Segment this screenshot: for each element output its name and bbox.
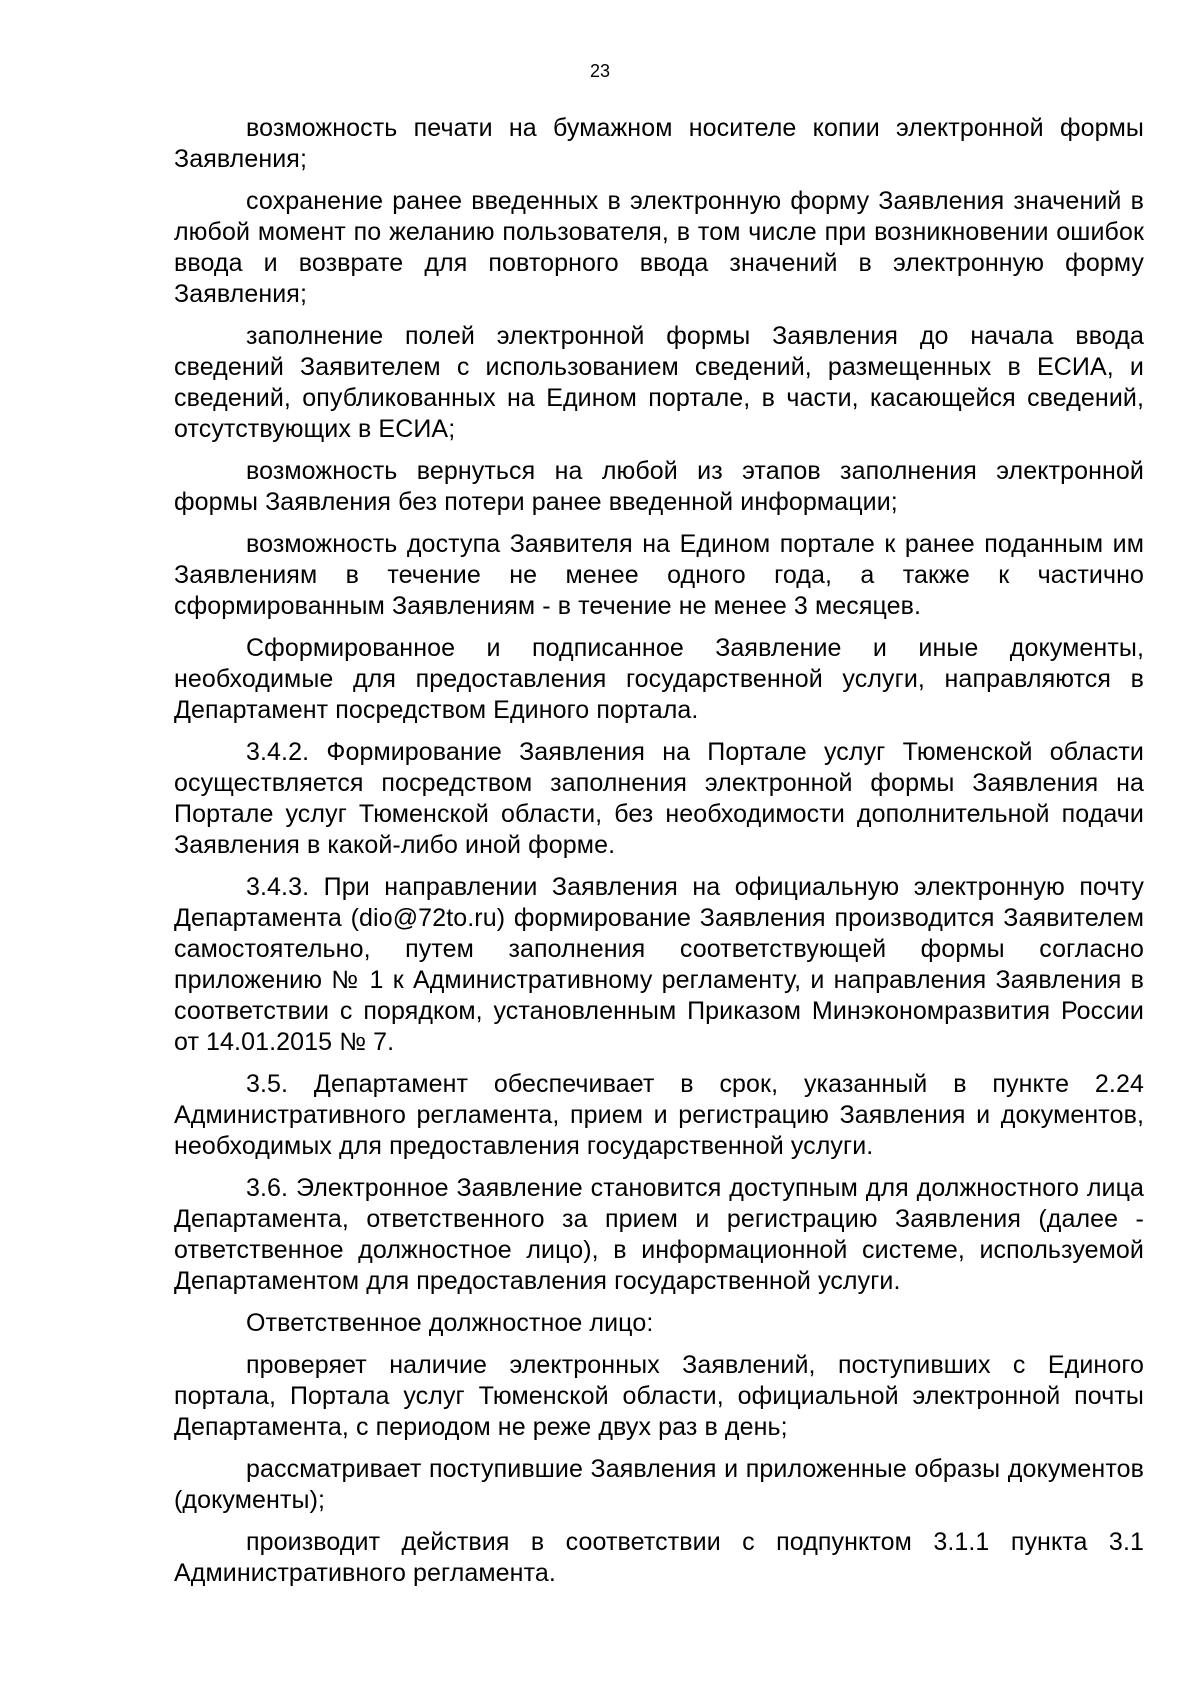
paragraph: Ответственное должностное лицо: [246,1309,654,1337]
document-body [174,113,1144,1600]
paragraph: рассматривает поступившие Заявления и приложенные образы документов (документы); [174,1455,1144,1514]
paragraph: возможность вернуться на любой из этапов заполнения электронной формы Заявления без потери ранее введенной информации; [174,457,1144,516]
paragraph: сохранение ранее введенных в электронную форму Заявления значений в любой момент по желанию пользователя, в том числе при возникновении ошибок ввода и возврате для повторного ввода значений в электронную форму Заявления; [174,187,1144,308]
paragraph: Сформированное и подписанное Заявление и иные документы, необходимые для предоставления государственной услуги, направляются в Департамент посредством Единого портала. [174,634,1144,724]
paragraph: возможность доступа Заявителя на Едином портале к ранее поданным им Заявлениям в течение не менее одного года, а также к частично сформированным Заявлениям - в течение не менее 3 месяцев. [174,530,1144,620]
paragraph: производит действия в соответствии с подпунктом 3.1.1 пункта 3.1 Административного регламента. [174,1528,1144,1587]
paragraph-section-3-5: 3.5. Департамент обеспечивает в срок, указанный в пункте 2.24 Административного регламента, прием и регистрацию Заявления и документов, необходимых для предоставления государственной услуги. [174,1070,1144,1160]
page-number: 23 [589,61,611,81]
paragraph: проверяет наличие электронных Заявлений, поступивших с Единого портала, Портала услуг Тюменской области, официальной электронной почты Департамента, с периодом не реже двух раз в день; [174,1351,1144,1441]
paragraph: возможность печати на бумажном носителе копии электронной формы Заявления; [174,114,1144,173]
paragraph-section-3-4-3: 3.4.3. При направлении Заявления на официальную электронную почту Департамента (dio@72to.ru) формирование Заявления производится Заявителем самостоятельно, путем заполнения соответствующей формы согласно приложению № 1 к Административному регламенту, и направления Заявления в соответствии с порядком, установленным Приказом Минэкономразвития России от 14.01.2015 № 7. [174,873,1144,1056]
paragraph: заполнение полей электронной формы Заявления до начала ввода сведений Заявителем с использованием сведений, размещенных в ЕСИА, и сведений, опубликованных на Едином портале, в части, касающейся сведений, отсутствующих в ЕСИА; [174,322,1144,443]
paragraph-section-3-4-2: 3.4.2. Формирование Заявления на Портале услуг Тюменской области осуществляется посредством заполнения электронной формы Заявления на Портале услуг Тюменской области, без необходимости дополнительной подачи Заявления в какой-либо иной форме. [174,738,1144,859]
paragraph-section-3-6: 3.6. Электронное Заявление становится доступным для должностного лица Департамента, ответственного за прием и регистрацию Заявления (далее - ответственное должностное лицо), в информационной системе, используемой Департаментом для предоставления государственной услуги. [174,1174,1144,1295]
